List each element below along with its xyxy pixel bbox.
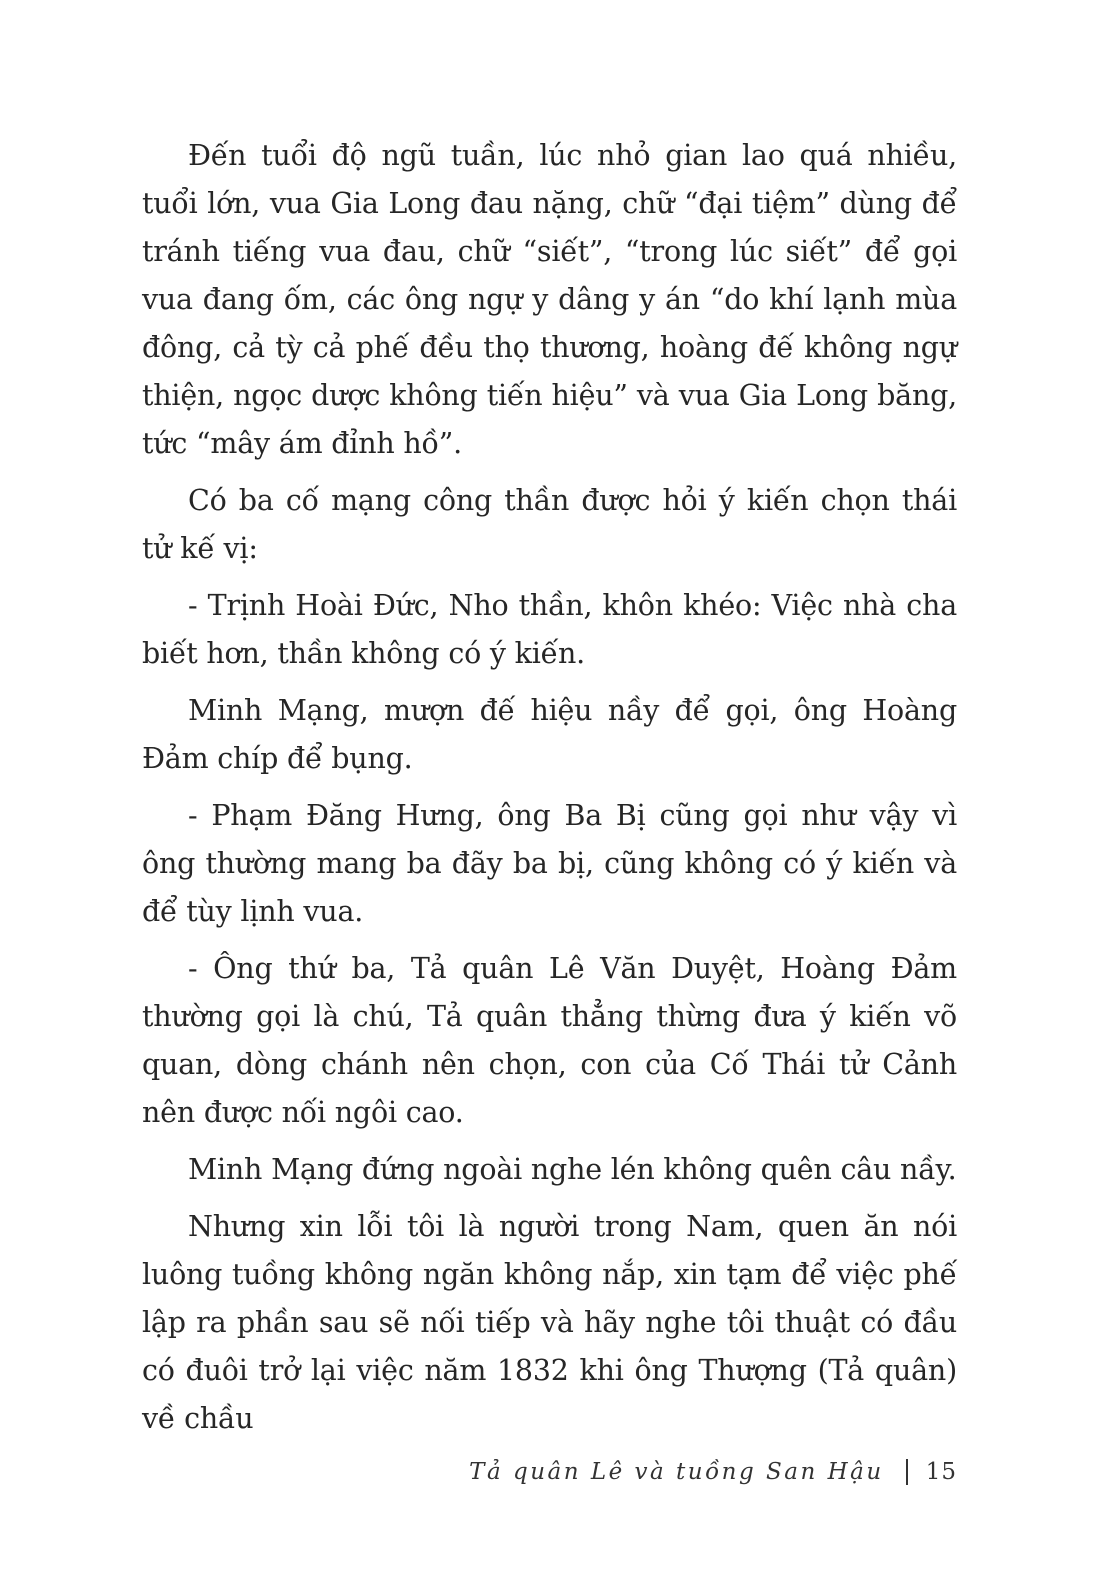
paragraph-5: - Phạm Đăng Hưng, ông Ba Bị cũng gọi như vậy vì ông thường mang ba đãy ba bị, cũng không có ý kiến và để tùy lịnh vua.: [142, 799, 957, 928]
footer-divider: [906, 1459, 908, 1485]
paragraph-1: Đến tuổi độ ngũ tuần, lúc nhỏ gian lao quá nhiều, tuổi lớn, vua Gia Long đau nặng, chữ “đại tiệm” dùng để tránh tiếng vua đau, chữ “siết”, “trong lúc siết” để gọi vua đang ốm, các ông ngự y dâng y án “do khí lạnh mùa đông, cả tỳ cả phế đều thọ thương, hoàng đế không ngự thiện, ngọc dược không tiến hiệu” và vua Gia Long băng, tức “mây ám đỉnh hồ”.: [142, 139, 957, 460]
paragraph-6: - Ông thứ ba, Tả quân Lê Văn Duyệt, Hoàng Đảm thường gọi là chú, Tả quân thẳng thừng đưa ý kiến võ quan, dòng chánh nên chọn, con của Cố Thái tử Cảnh nên được nối ngôi cao.: [142, 952, 957, 1129]
paragraph-2: Có ba cố mạng công thần được hỏi ý kiến chọn thái tử kế vị:: [142, 484, 957, 565]
paragraph-8: Nhưng xin lỗi tôi là người trong Nam, quen ăn nói luông tuồng không ngăn không nắp, xin tạm để việc phế lập ra phần sau sẽ nối tiếp và hãy nghe tôi thuật có đầu có đuôi trở lại việc năm 1832 khi ông Thượng (Tả quân) về chầu: [142, 1210, 957, 1435]
paragraph-3: - Trịnh Hoài Đức, Nho thần, khôn khéo: Việc nhà cha biết hơn, thần không có ý kiến.: [142, 589, 957, 670]
paragraph-4: Minh Mạng, mượn đế hiệu nầy để gọi, ông Hoàng Đảm chíp để bụng.: [142, 694, 957, 775]
page-number: 15: [925, 1459, 957, 1485]
paragraph-7: Minh Mạng đứng ngoài nghe lén không quên câu nầy.: [188, 1153, 957, 1186]
page-body: [142, 132, 957, 1452]
running-title: Tả quân Lê và tuồng San Hậu: [469, 1459, 884, 1485]
page-footer: [469, 1452, 957, 1492]
